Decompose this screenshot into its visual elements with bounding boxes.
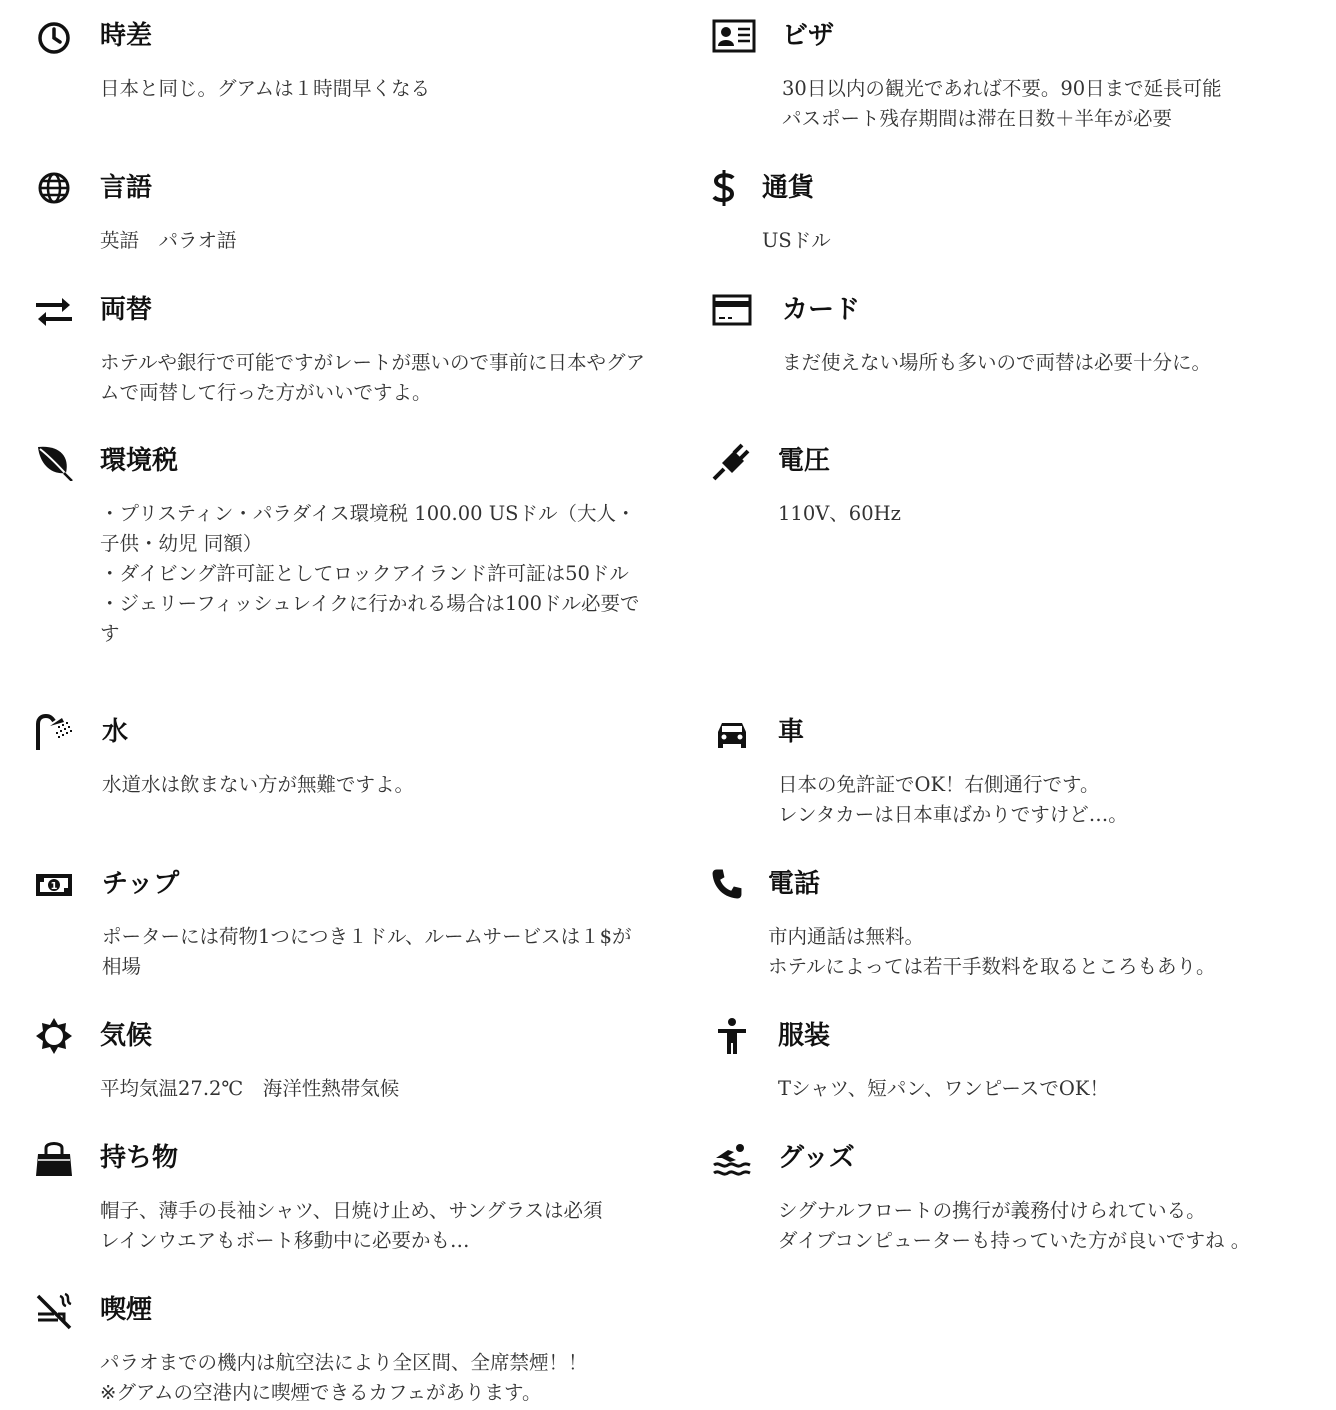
person-icon xyxy=(712,1016,752,1056)
item-text: ホテルや銀行で可能ですがレートが悪いので事前に日本やグアムで両替して行った方がいいですよ。 xyxy=(100,351,646,404)
item-text: 市内通話は無料。 ホテルによっては若干手数料を取るところもあり。 xyxy=(768,925,1216,978)
plug-icon xyxy=(712,441,752,481)
item-text: 水道水は飲まない方が無難ですよ。 xyxy=(102,773,415,796)
dollar-icon xyxy=(710,168,738,208)
item-title: グッズ xyxy=(778,1143,855,1173)
item-title: 気候 xyxy=(100,1021,153,1051)
item-text: Tシャツ、短パン、ワンピースでOK！ xyxy=(778,1077,1109,1100)
item-title: チップ xyxy=(102,869,180,899)
item-title: 服装 xyxy=(778,1021,831,1051)
item-title: 通貨 xyxy=(762,173,815,203)
shopping-bag-icon xyxy=(34,1138,74,1178)
item-title: カード xyxy=(782,295,861,325)
no-smoking-icon xyxy=(34,1290,74,1330)
item-title: ビザ xyxy=(782,21,835,51)
item-title: 車 xyxy=(778,717,805,747)
item-title: 両替 xyxy=(100,295,153,325)
item-text: ・プリスティン・パラダイス環境税 100.00 USドル（大人・子供・幼児 同額） ・ダイビング許可証としてロックアイランド許可証は50ドル ・ジェリーフィッシュレイクに行かれる場合は100ドル必要です xyxy=(100,502,640,645)
money-bill-icon xyxy=(34,864,74,904)
item-text: 30日以内の観光であれば不要。90日まで延長可能 パスポート残存期間は滞在日数＋半年が必要 xyxy=(782,77,1222,130)
credit-card-icon xyxy=(712,290,752,330)
item-title: 電圧 xyxy=(778,446,831,476)
item-text: 日本の免許証でOK！右側通行です。 レンタカーは日本車ばかりですけど…。 xyxy=(778,773,1128,826)
item-text: 日本と同じ。グアムは１時間早くなる xyxy=(100,77,431,100)
item-title: 言語 xyxy=(100,173,153,203)
sun-icon xyxy=(34,1016,74,1056)
globe-icon xyxy=(34,168,74,208)
item-title: 持ち物 xyxy=(100,1143,179,1173)
car-icon xyxy=(712,712,752,752)
leaf-icon xyxy=(34,441,74,481)
item-text: 平均気温27.2℃ 海洋性熱帯気候 xyxy=(100,1077,400,1100)
item-text: パラオまでの機内は航空法により全区間、全席禁煙！！ ※グアムの空港内に喫煙できるカフェがあります。 xyxy=(100,1351,588,1404)
id-card-icon xyxy=(712,16,756,56)
item-title: 喫煙 xyxy=(100,1295,153,1325)
phone-icon xyxy=(710,864,744,904)
exchange-icon xyxy=(34,290,74,330)
clock-icon xyxy=(34,16,74,56)
item-text: USドル xyxy=(762,229,831,252)
item-title: 時差 xyxy=(100,21,153,51)
shower-icon xyxy=(34,712,74,752)
swimmer-icon xyxy=(712,1138,752,1178)
item-title: 環境税 xyxy=(100,446,179,476)
item-text: シグナルフロートの携行が義務付けられている。 ダイブコンピューターも持っていた方が良いですね 。 xyxy=(778,1199,1251,1252)
item-text: まだ使えない場所も多いので両替は必要十分に。 xyxy=(782,351,1212,374)
item-text: ポーターには荷物1つにつき１ドル、ルームサービスは１$が相場 xyxy=(102,925,632,978)
item-text: 帽子、薄手の長袖シャツ、日焼け止め、サングラスは必須 レインウエアもボート移動中に必要かも… xyxy=(100,1199,603,1252)
item-title: 水 xyxy=(102,717,129,747)
item-text: 110V、60Hz xyxy=(778,502,901,525)
svg-text:1: 1 xyxy=(50,881,58,892)
item-title: 電話 xyxy=(768,869,821,899)
item-text: 英語 パラオ語 xyxy=(100,229,237,252)
